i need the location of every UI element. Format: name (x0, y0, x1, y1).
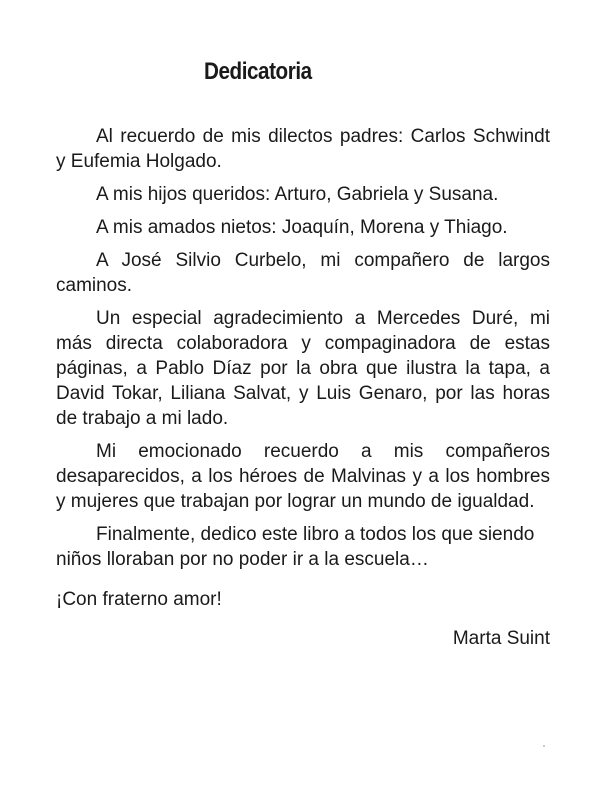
dedication-paragraph-children: A mis hijos queridos: Arturo, Gabriela y Susana. (96, 184, 499, 205)
dedication-body (56, 124, 550, 651)
signature: Marta Suint (452, 628, 550, 649)
dedication-paragraph-parents: Al recuerdo de mis dilectos padres: Carlos Schwindt y Eufemia Holgado. (56, 126, 550, 172)
dedication-paragraph-grandchildren: A mis amados nietos: Joaquín, Morena y Thiago. (96, 217, 508, 238)
dedication-paragraph-remembrance: Mi emocionado recuerdo a mis compañeros desaparecidos, a los héroes de Malvinas y a los hombres y mujeres que trabajan por lograr un mundo de igualdad. (56, 441, 550, 512)
dedication-paragraph-acknowledgements: Un especial agradecimiento a Mercedes Duré, mi más directa colaboradora y compaginadora de estas páginas, a Pablo Díaz por la obra que ilustra la tapa, a David Tokar, Liliana Salvat, y Luis Genaro, por las horas de trabajo a mi lado. (56, 308, 550, 429)
page-title: Dedicatoria (204, 58, 312, 85)
closing-line: ¡Con fraterno amor! (56, 589, 222, 610)
dedication-paragraph-companion: A José Silvio Curbelo, mi compañero de largos caminos. (56, 250, 550, 296)
dedication-paragraph-final: Finalmente, dedico este libro a todos los que siendo niños lloraban por no poder ir a la escuela… (56, 524, 535, 570)
scan-speck (543, 745, 545, 747)
